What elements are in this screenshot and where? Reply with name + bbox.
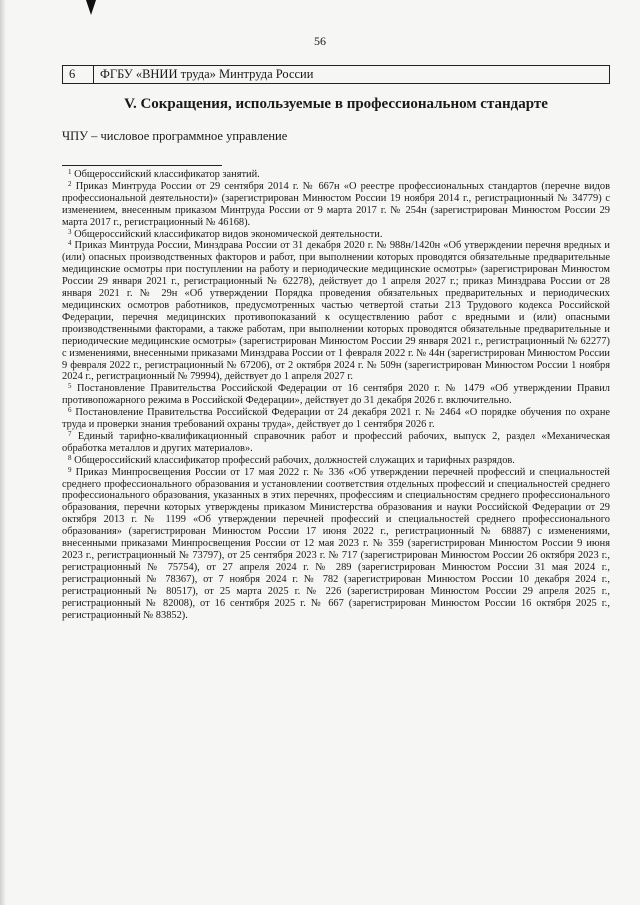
scan-marker-icon xyxy=(85,0,97,16)
footnote-mark: 5 xyxy=(68,382,72,391)
footnote xyxy=(62,240,610,383)
footnote-mark: 4 xyxy=(68,239,72,248)
org-row-name: ФГБУ «ВНИИ труда» Минтруда России xyxy=(94,66,610,84)
footnote-text: Общероссийский классификатор профессий рабочих, должностей служащих и тарифных разрядов. xyxy=(74,454,515,466)
footnote-mark: 8 xyxy=(68,453,72,462)
footnote-text: Приказ Минтруда России от 29 сентября 2014 г. № 667н «О реестре профессиональных стандартов (перечне видов профессиональной деятельности)» (зарегистрирован Минюстом России 19 ноября 2014 г., регистрационный № 34779) с изменением, внесенным приказом Минтруда России от 9 марта 2017 г. № 254н (зарегистрирован Минюстом России 29 марта 2017 г., регистрационный № 46168). xyxy=(62,180,610,228)
abbreviation-entry: ЧПУ – числовое программное управление xyxy=(62,129,288,143)
footnote xyxy=(62,181,610,229)
footnote-text: Постановление Правительства Российской Федерации от 16 сентября 2020 г. № 1479 «Об утверждении Правил противопожарного режима в Российской Федерации», действует до 31 декабря 2026 г. включительно. xyxy=(62,383,610,407)
footnote-text: Приказ Минтруда России, Минздрава России от 31 декабря 2020 г. № 988н/1420н «Об утверждении перечня вредных и (или) опасных производственных факторов и работ, при выполнении которых проводятся обязательные предварительные медицинские осмотры при поступлении на работу и периодические медицинские осмотры» (зарегистрирован Минюстом России 29 января 2021 г., регистрационный № 62278), действует до 1 апреля 2027 г.; приказ Минздрава России от 28 января 2021 г. № 29н «Об утверждении Порядка проведения обязательных предварительных и периодических медицинских осмотров работников, предусмотренных частью четвертой статьи 213 Трудового кодекса Российской Федерации, перечня медицинских противопоказаний к осуществлению работ с вредными и (или) опасными производственными факторами, а также работам, при выполнении которых проводятся обязательные предварительные и периодические медицинские осмотры» (зарегистрирован Минюстом России 29 января 2021 г., регистрационный № 62277) с изменениями, внесенными приказами Минздрава России от 1 февраля 2022 г. № 44н (зарегистрирован Минюстом России 9 февраля 2022 г., регистрационный № 67206), от 2 октября 2024 г. № 509н (зарегистрирован Минюстом России 1 ноября 2024 г., регистрационный № 79994), действует до 1 апреля 2027 г. xyxy=(62,240,610,383)
org-row-number: 6 xyxy=(63,66,94,84)
footnote-mark: 3 xyxy=(68,227,72,236)
footnote xyxy=(62,467,610,622)
page-number: 56 xyxy=(314,34,326,48)
footnote-text: Приказ Минпросвещения России от 17 мая 2022 г. № 336 «Об утверждении перечней профессий и специальностей среднего профессионального образования и установлении соответствия отдельных профессий и специальностей среднего профессионального образования, указанных в этих перечнях, профессиям и специальностям среднего профессионального образования, перечни которых утверждены приказом Министерства образования и науки Российской Федерации от 29 октября 2013 г. № 1199 «Об утверждении перечней профессий и специальностей среднего профессионального образования» (зарегистрирован Минюстом России 17 июня 2022 г., регистрационный № 68887) с изменениями, внесенными приказами Минпросвещения России от 12 мая 2023 г. № 359 (зарегистрирован Минюстом России 9 июня 2023 г., регистрационный № 73797), от 25 сентября 2023 г. № 717 (зарегистрирован Минюстом России 26 октября 2023 г., регистрационный № 75754), от 27 апреля 2024 г. № 289 (зарегистрирован Минюстом России 31 мая 2024 г., регистрационный № 78367), от 7 ноября 2024 г. № 782 (зарегистрирован Минюстом России 10 декабря 2024 г., регистрационный № 80517), от 25 марта 2025 г. № 226 (зарегистрирован Минюстом России 29 апреля 2025 г., регистрационный № 82008), от 16 сентября 2025 г. № 667 (зарегистрирован Минюстом России 16 октября 2025 г., регистрационный № 83852). xyxy=(62,466,610,621)
footnote xyxy=(62,455,610,467)
footnote-text: Общероссийский классификатор видов экономической деятельности. xyxy=(74,228,383,240)
footnote xyxy=(62,431,610,455)
footnote-mark: 2 xyxy=(68,179,72,188)
footnote xyxy=(62,169,610,181)
section-title: V. Сокращения, используемые в профессиональном стандарте xyxy=(124,96,548,112)
footnote-text: Общероссийский классификатор занятий. xyxy=(74,169,260,180)
footnote xyxy=(62,383,610,407)
footnote-mark: 9 xyxy=(68,465,72,474)
footnote-divider xyxy=(62,165,222,166)
scan-edge xyxy=(0,0,6,905)
footnote xyxy=(62,229,610,241)
footnote-mark: 6 xyxy=(68,406,72,415)
organization-table xyxy=(62,65,610,84)
table-row xyxy=(63,66,610,84)
footnote-text: Постановление Правительства Российской Федерации от 24 декабря 2021 г. № 2464 «О порядке обучения по охране труда и проверки знания требований охраны труда», действует до 1 сентября 2026 г. xyxy=(62,407,610,431)
footnote xyxy=(62,407,610,431)
footnote-mark: 1 xyxy=(68,168,72,176)
footnote-text: Единый тарифно-квалификационный справочник работ и профессий рабочих, выпуск 2, раздел «Механическая обработка металлов и других материалов». xyxy=(62,430,610,454)
footnote-mark: 7 xyxy=(68,429,72,438)
footnotes xyxy=(62,169,610,621)
